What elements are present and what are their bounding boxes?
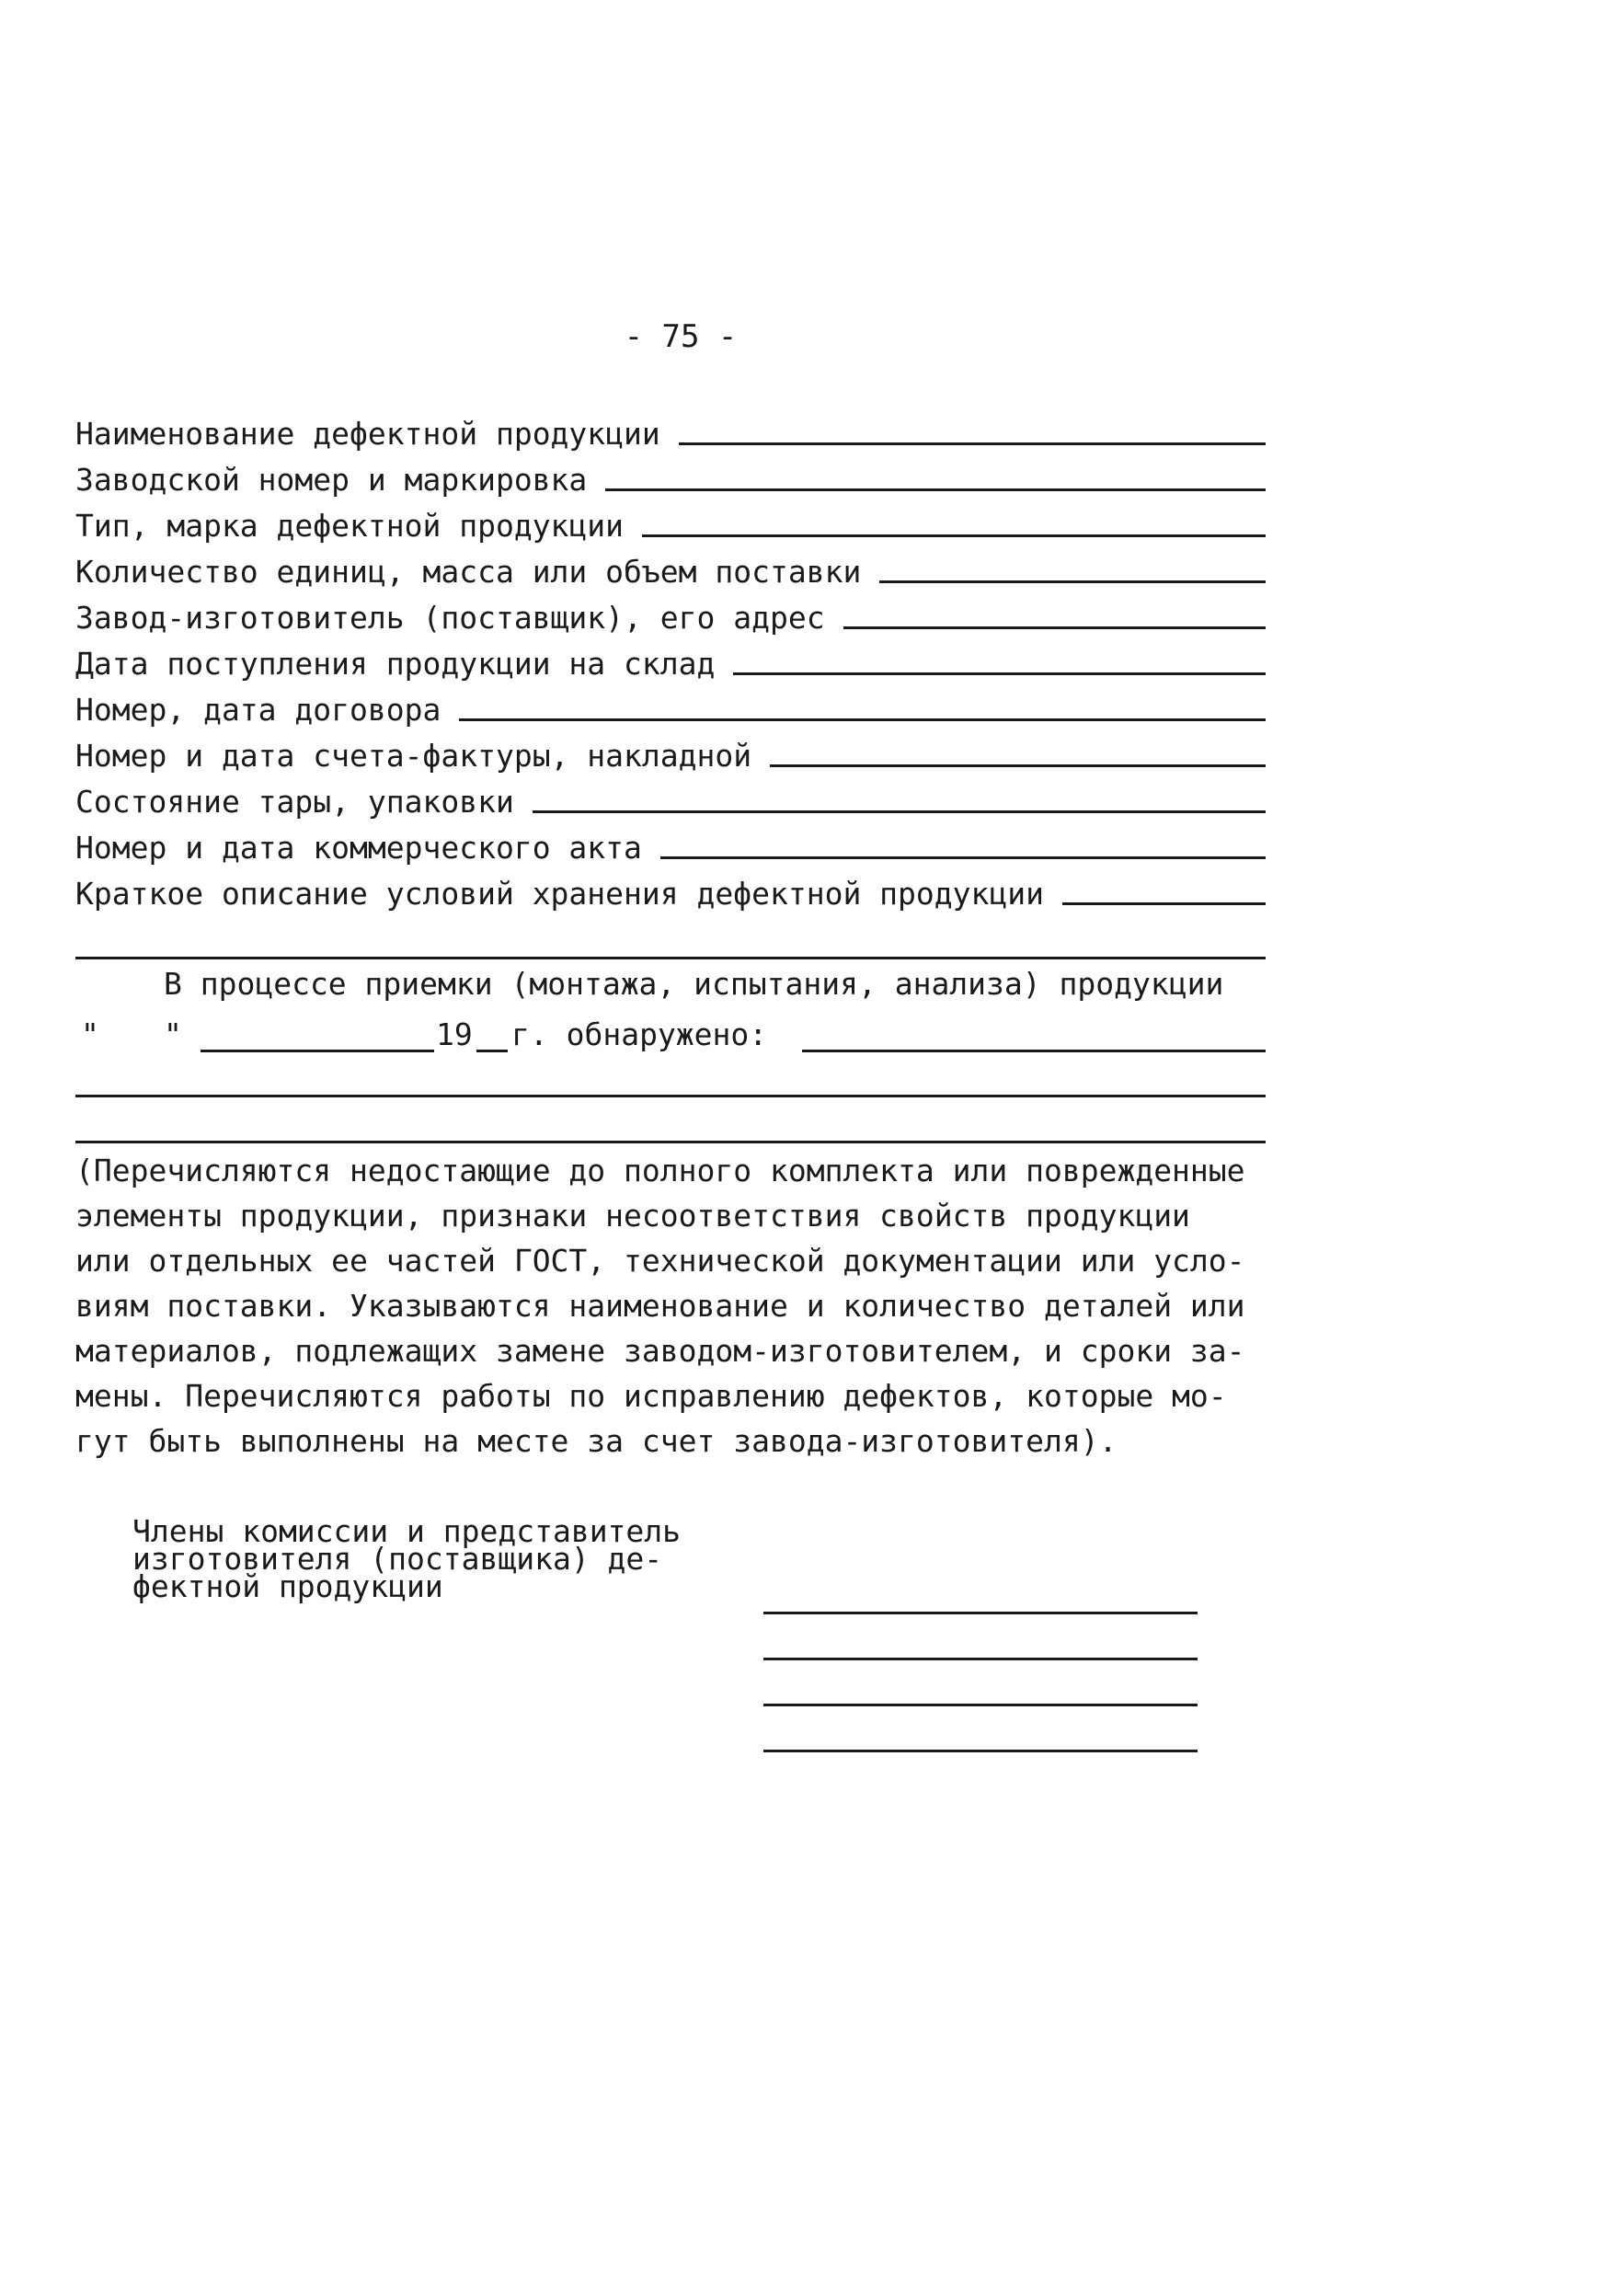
quote-open: " — [81, 1016, 99, 1052]
field-label: Дата поступления продукции на склад — [75, 646, 716, 682]
date-blank[interactable] — [201, 1050, 434, 1052]
field-label: Наименование дефектной продукции — [75, 416, 660, 452]
field-storage-conditions — [75, 872, 1266, 913]
field-blank[interactable] — [679, 442, 1266, 445]
year-blank[interactable] — [476, 1050, 508, 1052]
commission-signatories — [132, 1513, 682, 1604]
field-label: Заводской номер и маркировка — [75, 462, 588, 498]
blank-line[interactable] — [75, 957, 1266, 959]
signature-line[interactable] — [763, 1750, 1198, 1752]
field-label: Состояние тары, упаковки — [75, 784, 514, 820]
signature-line[interactable] — [763, 1704, 1198, 1706]
year-prefix: 19 — [436, 1016, 473, 1052]
commission-line: фектной продукции — [132, 1568, 443, 1604]
process-intro: В процессе приемки (монтажа, испытания, анализа) продукции — [164, 966, 1224, 1002]
field-label: Краткое описание условий хранения дефектной продукции — [75, 876, 1044, 912]
field-label: Номер и дата коммерческого акта — [75, 830, 642, 866]
field-blank[interactable] — [642, 534, 1266, 537]
field-serial-marking — [75, 458, 1266, 499]
field-blank[interactable] — [1062, 902, 1266, 905]
note-line: материалов, подлежащих замене заводом-изготовителем, и сроки за- — [75, 1333, 1245, 1369]
note-line: мены. Перечисляются работы по исправлению дефектов, которые мо- — [75, 1378, 1227, 1414]
field-contract — [75, 688, 1266, 729]
note-line: виям поставки. Указываются наименование и количество деталей или — [75, 1288, 1245, 1324]
field-blank[interactable] — [879, 580, 1266, 583]
signature-line[interactable] — [763, 1612, 1198, 1614]
field-blank[interactable] — [459, 718, 1266, 721]
field-invoice — [75, 734, 1266, 775]
field-label: Номер, дата договора — [75, 692, 441, 728]
field-blank[interactable] — [770, 764, 1266, 767]
instructions-note — [75, 1148, 1271, 1464]
date-line — [75, 1017, 1266, 1058]
field-manufacturer — [75, 596, 1266, 637]
found-label: г. обнаружено: — [511, 1016, 768, 1052]
field-blank[interactable] — [605, 488, 1266, 491]
field-label: Номер и дата счета-фактуры, накладной — [75, 738, 752, 774]
field-arrival-date — [75, 642, 1266, 683]
found-blank[interactable] — [802, 1050, 1266, 1052]
commission-line: Члены комиссии и представитель — [132, 1513, 682, 1549]
blank-line[interactable] — [75, 1095, 1266, 1097]
field-blank[interactable] — [660, 856, 1266, 859]
note-line: или отдельных ее частей ГОСТ, технической документации или усло- — [75, 1243, 1245, 1279]
signature-line[interactable] — [763, 1658, 1198, 1660]
field-quantity — [75, 550, 1266, 591]
note-line: элементы продукции, признаки несоответствия свойств продукции — [75, 1198, 1190, 1234]
field-commercial-act — [75, 826, 1266, 867]
page-number: - 75 - — [624, 318, 738, 355]
field-label: Завод-изготовитель (поставщик), его адрес — [75, 600, 825, 636]
quote-close: " — [164, 1016, 182, 1052]
commission-line: изготовителя (поставщика) де- — [132, 1541, 663, 1577]
field-blank[interactable] — [843, 626, 1266, 629]
note-line: гут быть выполнены на месте за счет завода-изготовителя). — [75, 1423, 1118, 1459]
field-packaging — [75, 780, 1266, 821]
field-type-brand — [75, 504, 1266, 545]
field-label: Количество единиц, масса или объем поставки — [75, 554, 862, 590]
field-blank[interactable] — [733, 672, 1266, 675]
field-label: Тип, марка дефектной продукции — [75, 508, 625, 544]
note-line: (Перечисляются недостающие до полного комплекта или поврежденные — [75, 1153, 1245, 1188]
field-blank[interactable] — [533, 810, 1266, 813]
blank-line[interactable] — [75, 1141, 1266, 1143]
field-product-name — [75, 412, 1266, 453]
